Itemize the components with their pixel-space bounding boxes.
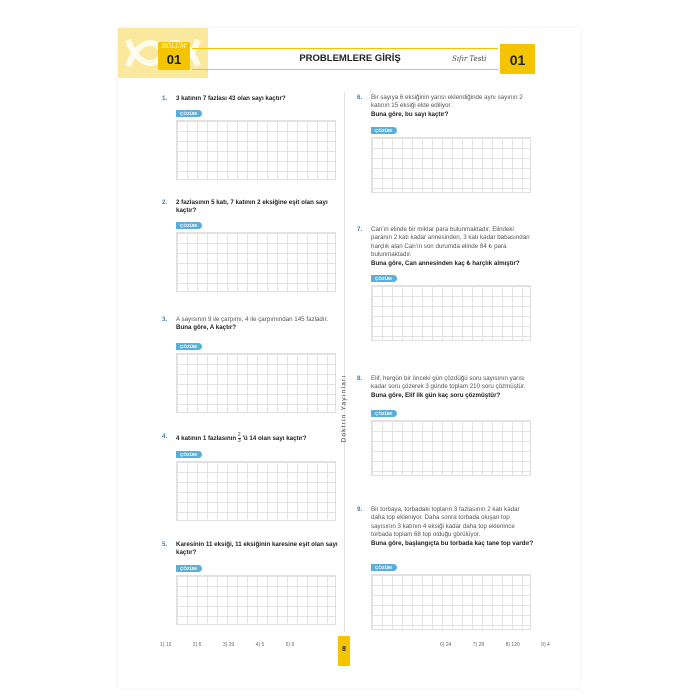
question-number: 7. [357, 226, 363, 233]
answer-grid [371, 574, 531, 630]
fraction-denominator: 3 [237, 438, 241, 444]
question-text: Can'ın elinde bir miktar para bulunmaktadır. Elindeki paranın 2 katı kadar annesinden, 3 katı kadar babasından harçlık alan Can'ın son durumda elinde 84 ₺ para bulunmaktadır. [371, 226, 530, 259]
solution-label: ÇÖZÜM [371, 275, 397, 282]
question-text: Bir sayıya 6 eksiğinin yarısı eklendiğinde aynı sayının 2 katının 15 eksiği elde ediliyor. [371, 94, 523, 110]
publisher-vertical-text: Doktrin Yayınları [340, 374, 348, 443]
answer-grid [176, 353, 336, 413]
question-prompt: Buna göre, Elif ilk gün kaç soru çözmüştür? [371, 391, 501, 399]
section-badge [158, 42, 190, 70]
question-number: 5. [162, 541, 168, 548]
solution-label: ÇÖZÜM [371, 127, 397, 134]
header-rule-top [192, 48, 498, 49]
header-rule-bottom [192, 69, 498, 70]
question-text: A sayısının 9 ile çarpımı, 4 ile çarpımından 145 fazladır. [176, 316, 329, 323]
solution-label: ÇÖZÜM [176, 565, 202, 572]
question-3 [162, 316, 341, 333]
answer-item: 6) 24 [440, 642, 452, 648]
answer-key-right [440, 642, 570, 648]
answer-grid [176, 120, 336, 180]
solution-label: ÇÖZÜM [371, 410, 397, 417]
question-text: 3 katının 7 fazlası 43 olan sayı kaçtır? [176, 95, 286, 102]
question-number: 8. [357, 375, 363, 382]
answer-item: 7) 28 [472, 642, 485, 648]
answer-grid [371, 420, 531, 476]
answer-grid [371, 285, 531, 341]
question-4 [162, 432, 341, 444]
question-number: 1. [162, 95, 168, 102]
test-label: Sıfır Testi [452, 55, 487, 63]
question-6 [357, 94, 533, 119]
question-9 [357, 506, 535, 548]
answer-grid [176, 461, 336, 521]
question-number: 2. [162, 199, 168, 206]
test-number-badge [500, 44, 535, 74]
question-prompt: Buna göre, başlangıçta bu torbada kaç tane top vardır? [371, 539, 534, 547]
question-text: Elif, hergün bir önceki gün çözdüğü soru sayısının yarısı kadar soru çözerek 3 günde toplam 210 soru çözmüştür. [371, 375, 526, 391]
question-7 [357, 226, 535, 268]
solution-label: ÇÖZÜM [176, 451, 202, 458]
question-text: Karesinin 11 eksiği, 11 eksiğinin karesine eşit olan sayı kaçtır? [176, 541, 338, 557]
solution-label: ÇÖZÜM [176, 222, 202, 229]
question-number: 9. [357, 506, 363, 513]
answer-grid [176, 575, 336, 625]
solution-label: ÇÖZÜM [176, 110, 202, 117]
answer-item: 5) 6 [285, 642, 295, 648]
fraction-numerator: 2 [237, 432, 241, 438]
question-number: 3. [162, 316, 168, 323]
answer-item: 3) 29 [222, 642, 235, 648]
answer-item: 4) 5 [255, 642, 265, 648]
question-text: Bir torbaya, torbadaki topların 3 fazlasının 2 katı kadar daha top ekleniyor. Daha sonra torbada oluşan top sayısının 3 katının 4 eksiği kadar daha top eklenince torbada toplam 68 top olduğu görülüyor. [371, 506, 520, 539]
question-2 [162, 199, 338, 216]
question-number: 4. [162, 433, 168, 440]
answer-grid [371, 137, 531, 193]
answer-item: 9) 4 [541, 642, 550, 648]
question-text-pre: 4 katının 1 fazlasının [176, 435, 237, 443]
question-prompt: Buna göre, Can annesinden kaç ₺ harçlık almıştır? [371, 259, 520, 267]
section-word: BÖLÜM [161, 43, 187, 50]
question-1 [162, 95, 336, 103]
answer-key-left [160, 642, 314, 648]
answer-item: 1) 12 [160, 642, 172, 648]
question-5 [162, 541, 338, 558]
page-number-badge [338, 636, 350, 666]
test-number: 01 [509, 52, 526, 68]
page-title: PROBLEMLERE GİRİŞ [299, 53, 401, 64]
answer-item: 8) 120 [505, 642, 520, 648]
page-number: 8 [342, 646, 346, 653]
fraction [238, 433, 241, 444]
solution-label: ÇÖZÜM [371, 564, 397, 571]
section-number: 01 [166, 52, 182, 67]
question-prompt: Buna göre, A kaçtır? [176, 324, 237, 332]
question-text: 2 fazlasının 5 katı, 7 katının 2 eksiğine eşit olan sayı kaçtır? [176, 199, 328, 215]
solution-label: ÇÖZÜM [176, 343, 202, 350]
answer-grid [176, 232, 336, 292]
question-text-post: 'ü 14 olan sayı kaçtır? [242, 435, 307, 443]
answer-item: 2) 6 [192, 642, 202, 648]
question-8 [357, 375, 535, 400]
question-number: 6. [357, 94, 363, 101]
question-prompt: Buna göre, bu sayı kaçtır? [371, 110, 449, 118]
